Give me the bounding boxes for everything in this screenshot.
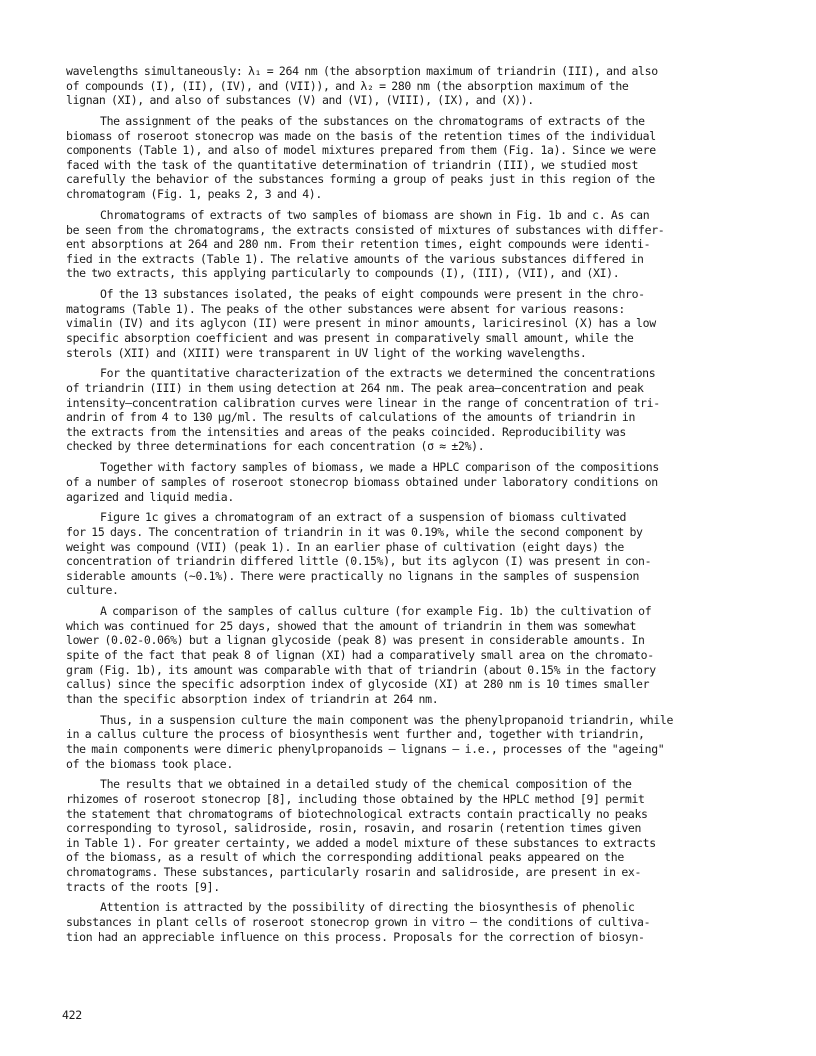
text-line: The results that we obtained in a detailed study of the chemical composition of the [100, 777, 632, 792]
text-line: andrin of from 4 to 130 µg/ml. The results of calculations of the amounts of triandrin in [66, 410, 636, 425]
text-line: chromatograms. These substances, particularly rosarin and salidroside, are present in ex- [66, 864, 642, 879]
page-number: 422 [62, 1008, 82, 1022]
text-line: Together with factory samples of biomass, we made a HPLC comparison of the compositions [100, 460, 659, 475]
text-line: biomass of roseroot stonecrop was made on the basis of the retention times of the individual [66, 128, 656, 143]
text-line: Attention is attracted by the possibility of directing the biosynthesis of phenolic [100, 900, 635, 915]
text-line: sterols (XII) and (XIII) were transparent in UV light of the working wavelengths. [66, 345, 587, 360]
text-line: the statement that chromatograms of biotechnological extracts contain practically no peaks [66, 806, 648, 821]
text-line: vimalin (IV) and its aglycon (II) were present in minor amounts, lariciresinol (X) has a low [66, 316, 656, 331]
text-line: For the quantitative characterization of the extracts we determined the concentrations [100, 366, 656, 381]
text-line: be seen from the chromatograms, the extracts consisted of mixtures of substances with differ- [66, 222, 665, 237]
text-line: substances in plant cells of roseroot stonecrop grown in vitro — the conditions of cultiva- [66, 915, 651, 930]
paragraph [66, 64, 752, 108]
text-line: agarized and liquid media. [66, 489, 234, 504]
text-line: tion had an appreciable influence on this process. Proposals for the correction of biosyn- [66, 929, 645, 944]
text-line: the main components were dimeric phenylpropanoids — lignans — i.e., processes of the "ageing" [66, 741, 665, 756]
text-line: matograms (Table 1). The peaks of the other substances were absent for various reasons: [66, 301, 625, 316]
text-line: The assignment of the peaks of the substances on the chromatograms of extracts of the [100, 114, 645, 129]
text-line: A comparison of the samples of callus culture (for example Fig. 1b) the cultivation of [100, 604, 652, 619]
text-line: in a callus culture the process of biosynthesis went further and, together with triandrin, [66, 727, 645, 742]
text-line: weight was compound (VII) (peak 1). In an earlier phase of cultivation (eight days) the [66, 539, 624, 554]
text-line: corresponding to tyrosol, salidroside, rosin, rosavin, and rosarin (retention times given [66, 821, 642, 836]
text-line: ent absorptions at 264 and 280 nm. From their retention times, eight compounds were identi- [66, 237, 651, 252]
text-line: intensity—concentration calibration curves were linear in the range of concentration of tri- [66, 395, 660, 410]
text-line: checked by three determinations for each concentration (σ ≈ ±2%). [66, 439, 485, 454]
text-line: than the specific absorption index of triandrin at 264 nm. [66, 691, 439, 706]
text-line: the extracts from the intensities and areas of the peaks coincided. Reproducibility was [66, 424, 626, 439]
text-line: faced with the task of the quantitative determination of triandrin (III), we studied most [66, 157, 639, 172]
text-line: of a number of samples of roseroot stonecrop biomass obtained under laboratory conditions on [66, 474, 658, 489]
text-line: callus) since the specific adsorption index of glycoside (XI) at 280 nm is 10 times smaller [66, 677, 650, 692]
text-line: Of the 13 substances isolated, the peaks of eight compounds were present in the chro- [100, 287, 645, 302]
text-line: the two extracts, this applying particularly to compounds (I), (III), (VII), and (XI). [66, 266, 620, 281]
text-line: of compounds (I), (II), (IV), and (VII)), and λ₂ = 280 nm (the absorption maximum of the [66, 78, 629, 93]
text-line: Figure 1c gives a chromatogram of an extract of a suspension of biomass cultivated [100, 510, 627, 525]
paragraph [66, 460, 752, 504]
paragraph [66, 366, 752, 454]
text-line: culture. [66, 583, 119, 598]
text-line: which was continued for 25 days, showed that the amount of triandrin in them was somewhat [66, 618, 637, 633]
text-line: lignan (XI), and also of substances (V) and (VI), (VIII), (IX), and (X)). [66, 93, 534, 108]
text-line: Chromatograms of extracts of two samples of biomass are shown in Fig. 1b and c. As can [100, 207, 650, 222]
text-line: components (Table 1), and also of model mixtures prepared from them (Fig. 1a). Since we were [66, 143, 656, 158]
text-line: fied in the extracts (Table 1). The relative amounts of the various substances differed in [66, 251, 644, 266]
paragraph [66, 713, 752, 771]
text-line: siderable amounts (~0.1%). There were practically no lignans in the samples of suspension [66, 568, 640, 583]
text-line: of the biomass, as a result of which the corresponding additional peaks appeared on the [66, 850, 624, 865]
text-line: wavelengths simultaneously: λ₁ = 264 nm (the absorption maximum of triandrin (III), and also [66, 64, 658, 78]
paragraph [66, 777, 752, 894]
text-line: carefully the behavior of the substances forming a group of peaks just in this region of the [66, 172, 655, 187]
text-line: in Table 1). For greater certainty, we added a model mixture of these substances to extracts [66, 835, 656, 850]
paragraph [66, 604, 752, 706]
paragraph [66, 114, 752, 202]
text-line: of the biomass took place. [66, 756, 233, 771]
text-line: chromatogram (Fig. 1, peaks 2, 3 and 4). [66, 187, 322, 202]
text-line: lower (0.02-0.06%) but a lignan glycoside (peak 8) was present in considerable amounts. In [66, 633, 645, 648]
text-line: gram (Fig. 1b), its amount was comparable with that of triandrin (about 0.15% in the factory [66, 662, 656, 677]
paragraph [66, 510, 752, 598]
paragraph [66, 208, 752, 281]
text-line: rhizomes of roseroot stonecrop [8], including those obtained by the HPLC method [9] permit [66, 791, 645, 806]
page-body [66, 64, 752, 951]
text-line: concentration of triandrin differed little (0.15%), but its aglycon (I) was present in con- [66, 554, 652, 569]
text-line: spite of the fact that peak 8 of lignan (XI) had a comparatively small area on the chromato- [66, 648, 654, 663]
text-line: tracts of the roots [9]. [66, 879, 220, 894]
text-line: Thus, in a suspension culture the main component was the phenylpropanoid triandrin, while [100, 712, 674, 727]
paragraph [66, 287, 752, 360]
text-line: of triandrin (III) in them using detection at 264 nm. The peak area—concentration and peak [66, 381, 644, 396]
paragraph [66, 900, 752, 944]
text-line: for 15 days. The concentration of triandrin in it was 0.19%, while the second component by [66, 525, 643, 539]
text-line: specific absorption coefficient and was present in comparatively small amount, while the [66, 330, 634, 345]
